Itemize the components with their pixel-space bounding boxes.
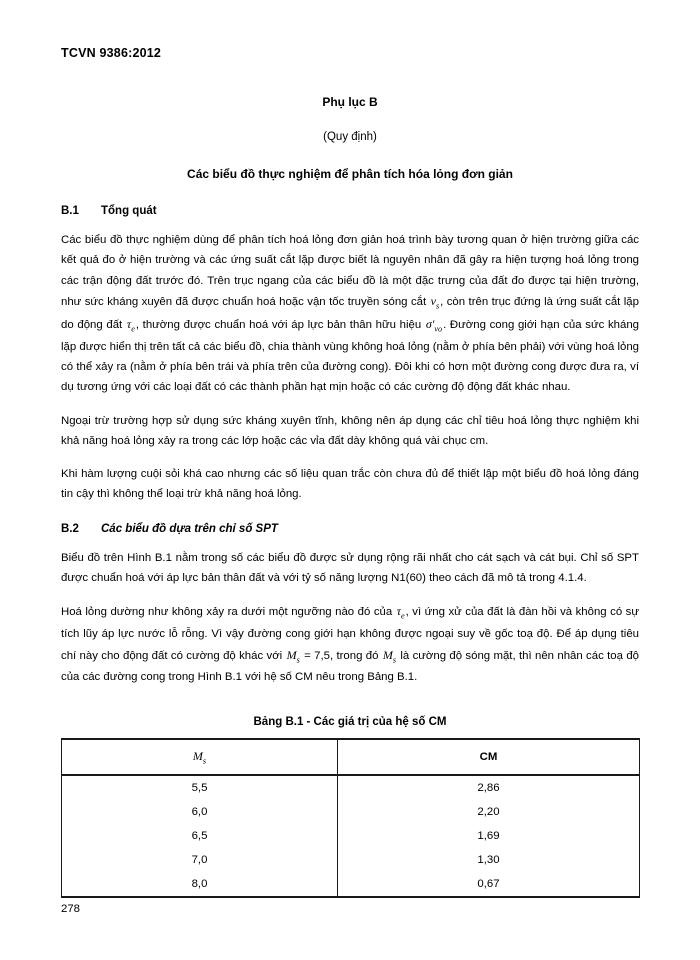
paragraph-b2-2-text-c: = 7,5, trong đó [300, 649, 382, 662]
section-label-b1: Tổng quát [101, 205, 157, 217]
document-header: TCVN 9386:2012 [61, 46, 162, 60]
section-number-b2: B.2 [61, 522, 79, 535]
section-heading-b2 [61, 523, 639, 535]
table-header-row [62, 739, 640, 775]
symbol-tau-e: $\tau_e$ [126, 316, 135, 334]
table-cell-ms: 6,0 [62, 800, 338, 824]
paragraph-b2-2-text-b: , vì ứng xử của đất là đàn hồi và không có sự tích lũy áp lực nước lỗ rỗng. Vì vậy đường cong giới hạn không được ngoại suy về gốc toạ độ. Để áp dụng tiêu chí này cho động đất có cường độ khác với [61, 606, 640, 662]
paragraph-b2-1: Biểu đồ trên Hình B.1 nằm trong số các biểu đồ được sử dụng rộng rãi nhất cho cát sạch và cát bụi. Chỉ số SPT được chuẩn hoá với áp lực bản thân đất và với tỷ số năng lượng N1(60) theo cách đã mô tả trong 4.1.4. [61, 551, 639, 585]
paragraph-b2-2 [61, 601, 639, 687]
section-label-b2: Các biểu đồ dựa trên chỉ số SPT [101, 522, 278, 535]
paragraph-b2-2-text-a: Hoá lỏng dường như không xảy ra dưới một ngưỡng nào đó của [61, 606, 396, 619]
table-row [62, 848, 640, 872]
paragraph-b1-1-text-d: . Đường cong giới hạn của sức kháng lặp được hiển thị trên tất cả các biểu đồ, chia thành vùng không hoá lỏng (nằm ở phía bên phải) với vùng hoá lỏng có thể xảy ra (nằm ở phía bên trái và phía trên của đường cong). Đôi khi có hơn một đường cong được đưa ra, ví dụ tương ứng với các loại đất có các thành phần hạt mịn hoặc có các cường độ động đất khác nhau. [61, 318, 640, 394]
symbol-sigma-vo: $\sigma'_{vo}$ [425, 316, 443, 334]
table-cell-ms: 6,5 [62, 824, 338, 848]
appendix-main-title: Các biểu đồ thực nghiệm để phân tích hóa lỏng đơn giản [187, 167, 513, 181]
table-cell-cm: 2,86 [338, 775, 640, 800]
document-content [61, 95, 639, 898]
table-cell-cm: 0,67 [338, 872, 640, 897]
table-row [62, 824, 640, 848]
appendix-title: Phụ lục B [322, 95, 378, 109]
table-header [62, 739, 640, 775]
table-cell-cm: 1,30 [338, 848, 640, 872]
table-cell-ms: 7,0 [62, 848, 338, 872]
section-heading-b1 [61, 205, 639, 217]
paragraph-b1-2: Ngoại trừ trường hợp sử dụng sức kháng xuyên tĩnh, không nên áp dụng các chỉ tiêu hoá lỏng thực nghiệm khi khả năng hoá lỏng xảy ra trong các lớp hoặc các vỉa đất dày không quá vài chục cm. [61, 414, 639, 447]
paragraph-b1-1-text-c: , thường được chuẩn hoá với áp lực bản thân hữu hiệu [135, 318, 425, 331]
symbol-ms-2: $M_s$ [382, 647, 396, 664]
table-row [62, 872, 640, 897]
table-cell-cm: 2,20 [338, 800, 640, 824]
symbol-tau-e-2: $\tau_e$ [396, 604, 405, 621]
table-caption: Bảng B.1 - Các giá trị của hệ số CM [253, 715, 447, 728]
table-cell-cm: 1,69 [338, 824, 640, 848]
paragraph-b1-3: Khi hàm lượng cuội sỏi khá cao nhưng các số liệu quan trắc còn chưa đủ để thiết lập một biểu đồ hoá lỏng đáng tin cậy thì không thể loại trừ khả năng hoá lỏng. [61, 468, 639, 501]
table-header-ms [62, 739, 338, 775]
table-cell-ms: 8,0 [62, 872, 338, 897]
section-number-b1: B.1 [61, 205, 79, 217]
paragraph-b1-1-text-a: Các biểu đồ thực nghiệm dùng để phân tích hoá lỏng đơn giản hoá trình bày tương quan ở hiện trường giữa các kết quả đo ở hiện trường và các ứng suất cắt lặp được biết là nguyên nhân đã gây ra hiện tượng hoá lỏng trong các trận động đất trước đó. Trên trục ngang của các biểu đồ là một đặc trưng của đất đo được tại hiện trường, như sức kháng xuyên đã được chuẩn hoá hoặc vận tốc truyền sóng cắt [61, 234, 639, 308]
paragraph-b1-1 [61, 230, 639, 398]
table-header-cm: CM [338, 739, 640, 775]
table-cell-ms: 5,5 [62, 775, 338, 800]
page-number: 278 [61, 903, 81, 915]
appendix-subtitle: (Quy định) [323, 131, 377, 143]
paragraph-b2-2-text-d: là cường độ sóng mặt, thì nên nhân các toạ độ của các đường cong trong Hình B.1 với hệ số CM nêu trong Bảng B.1. [61, 649, 639, 684]
paragraph-b1-1-text-b: , còn trên trục đứng là ứng suất cắt lặp do động đất [61, 295, 639, 331]
symbol-ms-header: $M_s$ [192, 748, 207, 765]
table-row [62, 775, 640, 800]
symbol-shear-wave-velocity: $v_s$ [430, 293, 440, 311]
table-body [62, 775, 640, 897]
cm-coefficient-table [61, 738, 640, 898]
table-row [62, 800, 640, 824]
symbol-ms-1: $M_s$ [286, 647, 300, 664]
